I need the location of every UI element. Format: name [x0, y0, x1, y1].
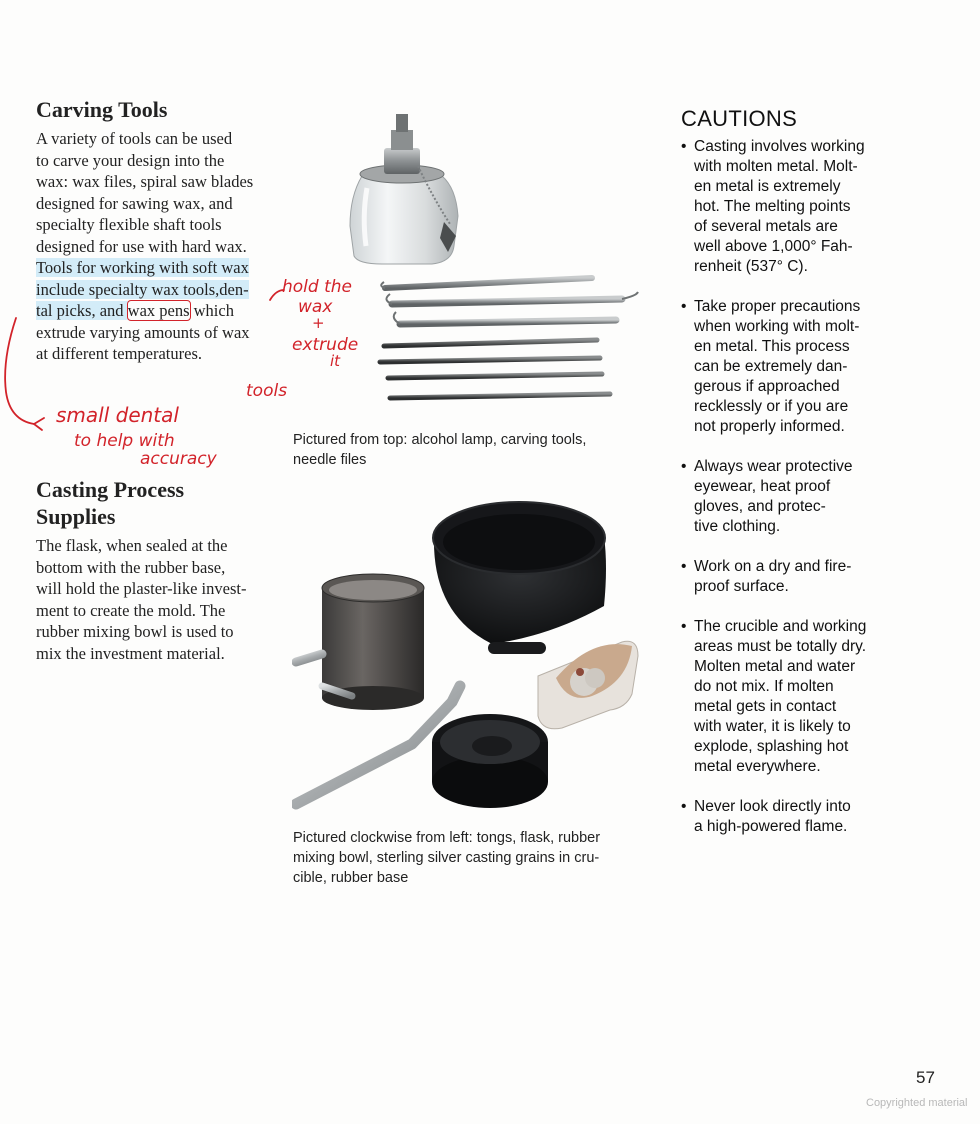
caution-line: gerous if approached	[694, 378, 840, 395]
bullet-marker: •	[681, 558, 687, 575]
caution-line: with molten metal. Molt-	[694, 158, 858, 175]
caution-line: metal gets in contact	[694, 698, 837, 715]
highlighted-text[interactable]: Tools for working with soft wax	[36, 258, 249, 277]
rubber-mixing-bowl	[433, 502, 606, 654]
caution-item	[681, 297, 961, 437]
caution-line: areas must be totally dry.	[694, 638, 867, 655]
bullet-marker: •	[681, 138, 687, 155]
casting-supplies-photo	[292, 496, 652, 816]
caution-line: en metal is extremely	[694, 178, 841, 195]
wax-pens-boxed-text: wax pens	[127, 301, 190, 320]
caption-line: Pictured from top: alcohol lamp, carving tools,	[293, 432, 587, 448]
alcohol-lamp	[350, 114, 458, 264]
caution-line: Take proper precautions	[694, 298, 861, 315]
caution-line: Molten metal and water	[694, 658, 856, 675]
caution-line: en metal. This process	[694, 338, 850, 355]
casting-supplies-paragraph	[36, 535, 246, 664]
annotation-text: extrude	[292, 335, 359, 355]
needle-files	[380, 340, 610, 398]
caution-line: when working with molt-	[694, 318, 860, 335]
paragraph-line: ment to create the mold. The	[36, 600, 226, 620]
annotation-arrow-line	[270, 290, 284, 300]
paragraph-line: extrude varying amounts of wax	[36, 322, 250, 342]
annotation-text: small dental	[56, 403, 179, 427]
carving-tools	[381, 278, 638, 324]
paragraph-line: designed for use with hard wax.	[36, 236, 247, 256]
caution-line: hot. The melting points	[694, 198, 851, 215]
caption-line: cible, rubber base	[293, 870, 409, 886]
page-number: 57	[916, 1068, 935, 1087]
tools-photo	[292, 96, 652, 416]
annotation-text: +	[312, 314, 325, 332]
heading-line: Casting Process	[36, 477, 185, 502]
carving-tools-paragraph	[36, 128, 253, 365]
caution-item	[681, 617, 961, 777]
heading-line: Supplies	[36, 504, 116, 529]
caution-line: do not mix. If molten	[694, 678, 834, 695]
caution-item	[681, 457, 961, 537]
paragraph-line: rubber mixing bowl is used to	[36, 622, 234, 641]
paragraph-line: specialty flexible shaft tools	[36, 215, 222, 234]
paragraph-line: designed for sawing wax, and	[36, 193, 233, 213]
top-photo-caption	[293, 430, 586, 470]
paragraph-line: to carve your design into the	[36, 150, 225, 170]
caption-line: needle files	[293, 452, 367, 468]
bullet-marker: •	[681, 798, 687, 815]
caution-line: metal everywhere.	[694, 758, 821, 775]
annotation-text: wax	[298, 297, 333, 317]
caution-line: tive clothing.	[694, 518, 781, 535]
highlighted-text[interactable]: tal picks, and	[36, 301, 128, 320]
caution-line: of several metals are	[694, 218, 838, 235]
caution-line: gloves, and protec-	[694, 498, 826, 515]
caption-line: Pictured clockwise from left: tongs, flask, rubber	[293, 830, 601, 846]
caution-line: Casting involves working	[694, 138, 865, 155]
caution-line: Never look directly into	[694, 798, 851, 815]
caption-line: mixing bowl, sterling silver casting grains in cru-	[293, 850, 600, 866]
casting-supplies-heading	[36, 476, 184, 530]
caution-item	[681, 137, 961, 277]
highlighted-text[interactable]: include specialty wax tools,den-	[36, 279, 249, 299]
annotation-text: to help with	[74, 431, 175, 451]
caution-item	[681, 797, 961, 837]
paragraph-line: A variety of tools can be used	[36, 129, 233, 148]
copyright-watermark: Copyrighted material	[866, 1097, 968, 1109]
bullet-marker: •	[681, 298, 687, 315]
bullet-marker: •	[681, 458, 687, 475]
caution-line: proof surface.	[694, 578, 789, 595]
paragraph-line: wax: wax files, spiral saw blades	[36, 172, 254, 191]
annotation-text: it	[330, 352, 341, 370]
caution-line: The crucible and working	[694, 618, 867, 635]
caution-line: well above 1,000° Fah-	[694, 238, 853, 255]
annotation-text: accuracy	[140, 449, 217, 469]
caution-line: a high-powered flame.	[694, 818, 848, 835]
caution-line: renheit (537° C).	[694, 258, 808, 275]
caution-line: can be extremely dan-	[694, 358, 848, 375]
crucible	[538, 641, 638, 729]
caution-line: Always wear protective	[694, 458, 853, 475]
bullet-marker: •	[681, 618, 687, 635]
casting-supplies-illustration	[292, 496, 652, 816]
annotation-bracket	[5, 318, 34, 424]
paragraph-line: at different temperatures.	[36, 344, 202, 363]
caution-line: explode, splashing hot	[694, 738, 849, 755]
caution-line: with water, it is likely to	[694, 718, 851, 735]
paragraph-line: mix the investment material.	[36, 643, 225, 663]
annotation-text: hold the	[282, 277, 352, 297]
cautions-list	[681, 137, 961, 857]
annotation-arrowhead	[34, 418, 44, 430]
rubber-base	[432, 714, 548, 808]
annotation-text: tools	[246, 381, 288, 401]
caution-line: not properly informed.	[694, 418, 845, 435]
paragraph-line: will hold the plaster-like invest-	[36, 579, 247, 598]
bottom-photo-caption	[293, 828, 600, 888]
paragraph-line: bottom with the rubber base,	[36, 557, 226, 577]
caution-line: Work on a dry and fire-	[694, 558, 852, 575]
caution-item	[681, 557, 961, 597]
caution-line: eyewear, heat proof	[694, 478, 831, 495]
alcohol-lamp-and-tools-illustration	[292, 96, 652, 416]
paragraph-line: The flask, when sealed at the	[36, 536, 228, 555]
cautions-title: CAUTIONS	[681, 106, 798, 131]
caution-line: recklessly or if you are	[694, 398, 849, 415]
carving-tools-heading: Carving Tools	[36, 97, 168, 122]
paragraph-text: which	[189, 301, 234, 320]
